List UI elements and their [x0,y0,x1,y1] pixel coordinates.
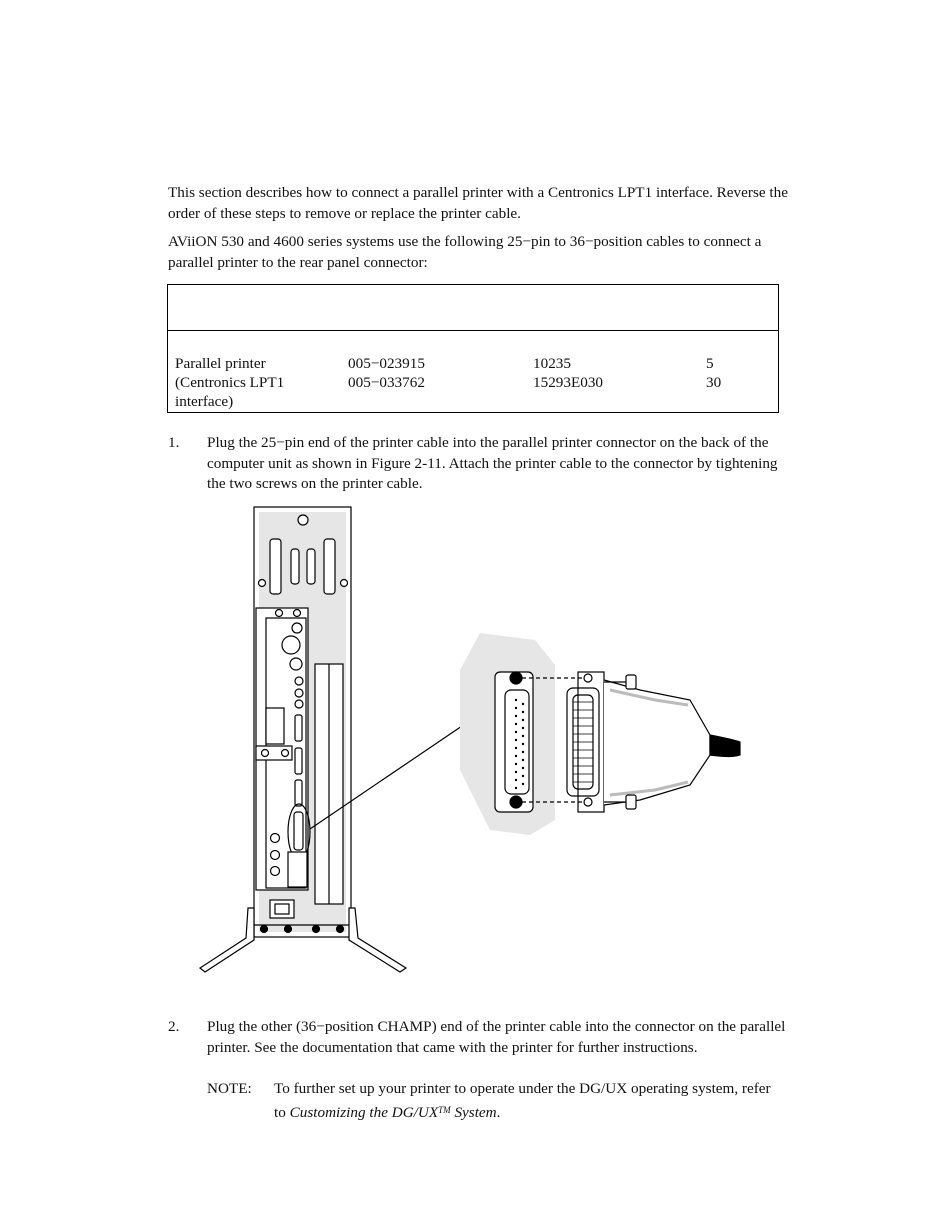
doc-title-text: Customizing the DG/UX [289,1103,439,1121]
table-cell-model: 005−033762 [348,374,425,391]
parallel-port [294,812,303,850]
cable-icon [710,735,740,757]
note-label: NOTE: [207,1080,252,1097]
step-text: Plug the 25−pin end of the printer cable into the parallel printer connector on the back of the computer unit as shown in Figure 2-11. Attach the printer cable to the connector by tightening the two screws on the printer cable. [207,434,778,492]
port-right [324,539,335,594]
top-screw-icon [298,515,308,525]
port-small-2 [307,549,315,584]
doc-title-end: System [450,1103,497,1121]
table-cell-part: 10235 [533,355,571,372]
note-text: To further set up your printer to operate under the DG/UX operating system, refer to [274,1080,771,1121]
thumb-screw-bottom-icon [626,795,636,809]
port-left [270,539,281,594]
step-number: 2. [168,1018,180,1035]
table-cell-length: 30 [706,374,722,391]
table-cell-model: 005−023915 [348,355,425,372]
doc-title [290,1104,497,1121]
table-cell-device: (Centronics LPT1 [175,374,285,391]
note-end: . [496,1103,501,1121]
intro-paragraph-2: AViiON 530 and 4600 series systems use the following 25−pin to 36−position cables to connect a parallel printer to the rear panel connector: [168,233,762,271]
table-cell-length: 5 [706,355,714,372]
note-body [274,1079,784,1123]
intro-paragraph-1: This section describes how to connect a parallel printer with a Centronics LPT1 interface. Reverse the order of these steps to remove or replace the printer cable. [168,184,788,222]
step-text: Plug the other (36−position CHAMP) end of the printer cable into the connector on the parallel printer. See the documentation that came with the printer for further instructions. [207,1018,786,1056]
thumb-screw-top-icon [626,675,636,689]
table-cell-part: 15293E030 [533,374,604,391]
port-small-1 [291,549,299,584]
step-number: 1. [168,434,180,451]
table-cell-device: Parallel printer [175,355,266,372]
trademark-mark: TM [438,1104,451,1115]
table-cell-device: interface) [175,393,234,410]
